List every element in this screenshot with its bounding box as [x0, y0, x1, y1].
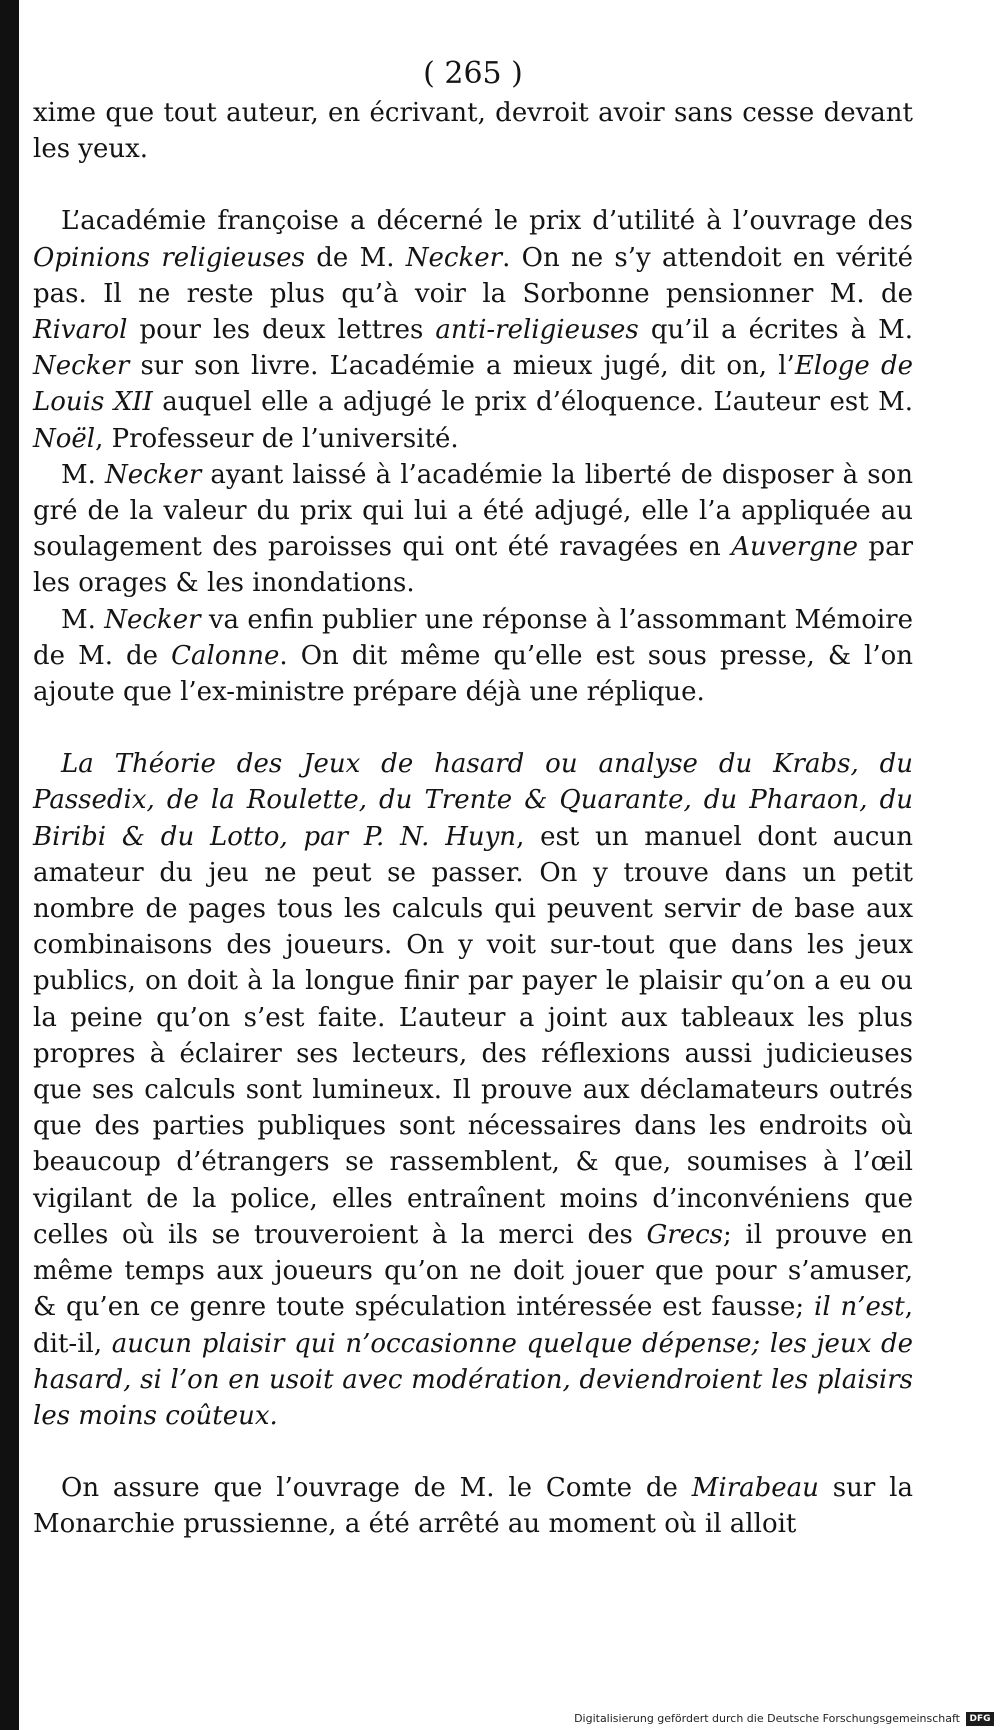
text-run: ayant laissé à l’académie la liberté de disposer à son gré de la valeur du prix qui lui a été adjugé, elle l’a appliquée au soulagement des paroisses qui ont été ravagées en [33, 459, 913, 563]
text-run: ; il prouve en même temps aux joueurs qu’on ne doit jouer que pour s’amuser, & qu’en ce genre toute spéculation intéressée est fausse; [33, 1219, 913, 1323]
text-run: On assure que l’ouvrage de M. le Comte de [61, 1473, 692, 1504]
text-body [33, 95, 913, 1543]
dfg-logo: DFG [966, 1712, 994, 1726]
italic-text: il n’est [814, 1292, 905, 1323]
paragraph [33, 457, 913, 602]
text-run: auquel elle a adjugé le prix d’éloquence. L’auteur est M. [152, 387, 913, 418]
text-run: M. [61, 459, 105, 490]
italic-text: aucun plaisir qui n’occasionne quelque dépense; les jeux de hasard, si l’on en usoit avec modération, deviendroient les plaisirs les moins coûteux. [33, 1328, 913, 1431]
text-run: sur son livre. L’académie a mieux jugé, dit on, l’ [129, 351, 795, 382]
text-run: sur la Monarchie prussienne, a été arrêté au moment où il alloit [33, 1473, 913, 1540]
italic-text: Necker [33, 351, 130, 382]
scan-edge-shadow [0, 0, 19, 1730]
paragraph [33, 1470, 913, 1542]
italic-text: Rivarol [33, 315, 128, 346]
italic-text: Opinions religieuses [33, 242, 305, 273]
text-run: . On ne s’y attendoit en vérité pas. Il ne reste plus qu’à voir la Sorbonne pensionner M. de [33, 242, 913, 309]
text-run: va enfin publier une réponse à l’assommant Mémoire de M. de [33, 604, 913, 671]
text-run: par les orages & les inondations. [33, 532, 913, 599]
paragraph [33, 95, 913, 167]
text-run: , Professeur de l’université. [95, 423, 459, 454]
italic-text: Necker [104, 459, 202, 490]
paragraph [33, 746, 913, 1434]
text-run: de M. [304, 242, 406, 273]
book-page [33, 55, 913, 1543]
paragraph [33, 602, 913, 711]
text-run: pour les deux lettres [127, 315, 436, 346]
italic-text: Eloge de Louis XII [33, 351, 913, 418]
italic-text: Necker [104, 604, 201, 635]
italic-text: anti-religieuses [435, 315, 639, 346]
page-number: ( 265 ) [423, 56, 523, 91]
footer [0, 1706, 1000, 1730]
italic-text: Grecs [646, 1219, 723, 1250]
text-run: , est un manuel dont aucun amateur du jeu ne peut se passer. On y trouve dans un petit nombre de pages tous les calculs qui peuvent servir de base aux combinaisons des joueurs. On y voit sur-tout que dans les jeux publics, on doit à la longue finir par payer le plaisir qu’on a eu ou la peine qu’on s’est faite. L’auteur a joint aux tableaux les plus propres à éclairer ses lecteurs, des réflexions aussi judicieuses que ses calculs sont lumineux. Il prouve aux déclamateurs outrés que des parties publiques sont nécessaires dans les endroits où beaucoup d’étrangers se rassemblent, & que, soumises à l’œil vigilant de la police, elles entraînent moins d’inconvéniens que celles où ils se trouveroient à la merci des [33, 821, 913, 1250]
text-run: qu’il a écrites à M. [638, 315, 913, 346]
italic-text: Noël [33, 423, 96, 454]
italic-text: Calonne [171, 640, 280, 671]
text-run: . On dit même qu’elle est sous presse, & l’on ajoute que l’ex-ministre prépare déjà une réplique. [33, 640, 913, 708]
text-run: xime que tout auteur, en écrivant, devroit avoir sans cesse devant les yeux. [33, 98, 913, 165]
text-run: L’académie françoise a décerné le prix d’utilité à l’ouvrage des [61, 206, 913, 237]
text-run: M. [61, 604, 105, 635]
text-run: , dit-il, [33, 1292, 913, 1359]
italic-text: Auvergne [731, 532, 859, 563]
italic-text: La Théorie des Jeux de hasard ou analyse du Krabs, du Passedix, de la Roulette, du Trente & Quarante, du Pharaon, du Biribi & du Lotto, par P. N. Huyn [33, 749, 913, 852]
italic-text: Mirabeau [691, 1473, 819, 1504]
digitization-credit: Digitalisierung gefördert durch die Deutsche Forschungsgemeinschaft [574, 1712, 960, 1725]
italic-text: Necker [405, 242, 503, 273]
paragraph [33, 203, 913, 456]
